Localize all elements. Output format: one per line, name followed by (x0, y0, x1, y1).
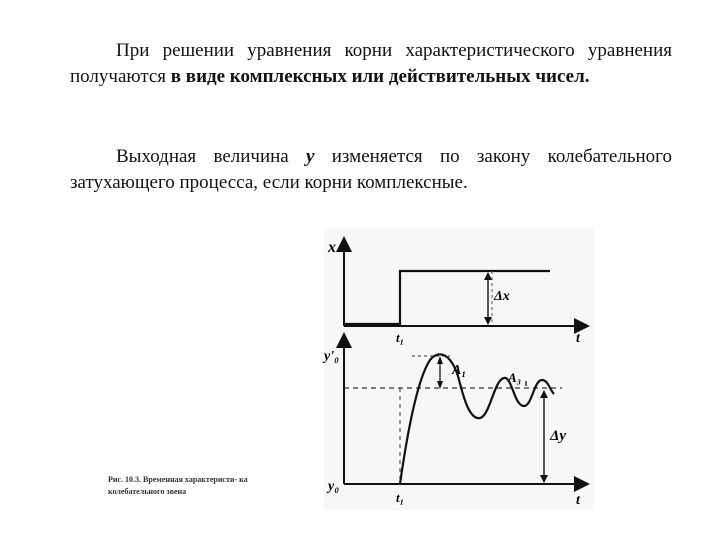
top-t1-label: t₁ (396, 330, 405, 345)
paragraph-2-text-after: изменяется по закону колебательного затухающего процесса, если корни комплексные. (70, 146, 672, 193)
step-response-figure (300, 228, 600, 510)
paragraph-1-text: При решении уравнения корни характеристического уравнения получаются (70, 40, 672, 87)
bottom-y-bottom-label: y₀ (328, 479, 340, 494)
a3-label: A₃ (508, 370, 522, 385)
paragraph-2-text-before: Выходная величина (116, 146, 307, 167)
paragraph-1 (70, 38, 672, 90)
figure-caption: Рис. 10.3. Временная характеристи- ка колебательного звена (108, 475, 248, 496)
top-x-label: t (576, 331, 580, 346)
bottom-y-top-label: y'₀ (324, 349, 339, 364)
delta-y-label: Δy (550, 428, 567, 444)
a1-label: A₁ (452, 363, 467, 378)
paragraph-1-bold-text: в виде комплексных или действительных чисел. (170, 66, 590, 87)
delta-x-label: Δx (494, 289, 510, 304)
paragraph-2-variable: y (306, 146, 315, 167)
bottom-x-label: t (576, 493, 580, 508)
top-y-label: x (328, 239, 336, 256)
paragraph-2 (70, 144, 672, 196)
bottom-t1-label: t₁ (396, 490, 405, 505)
